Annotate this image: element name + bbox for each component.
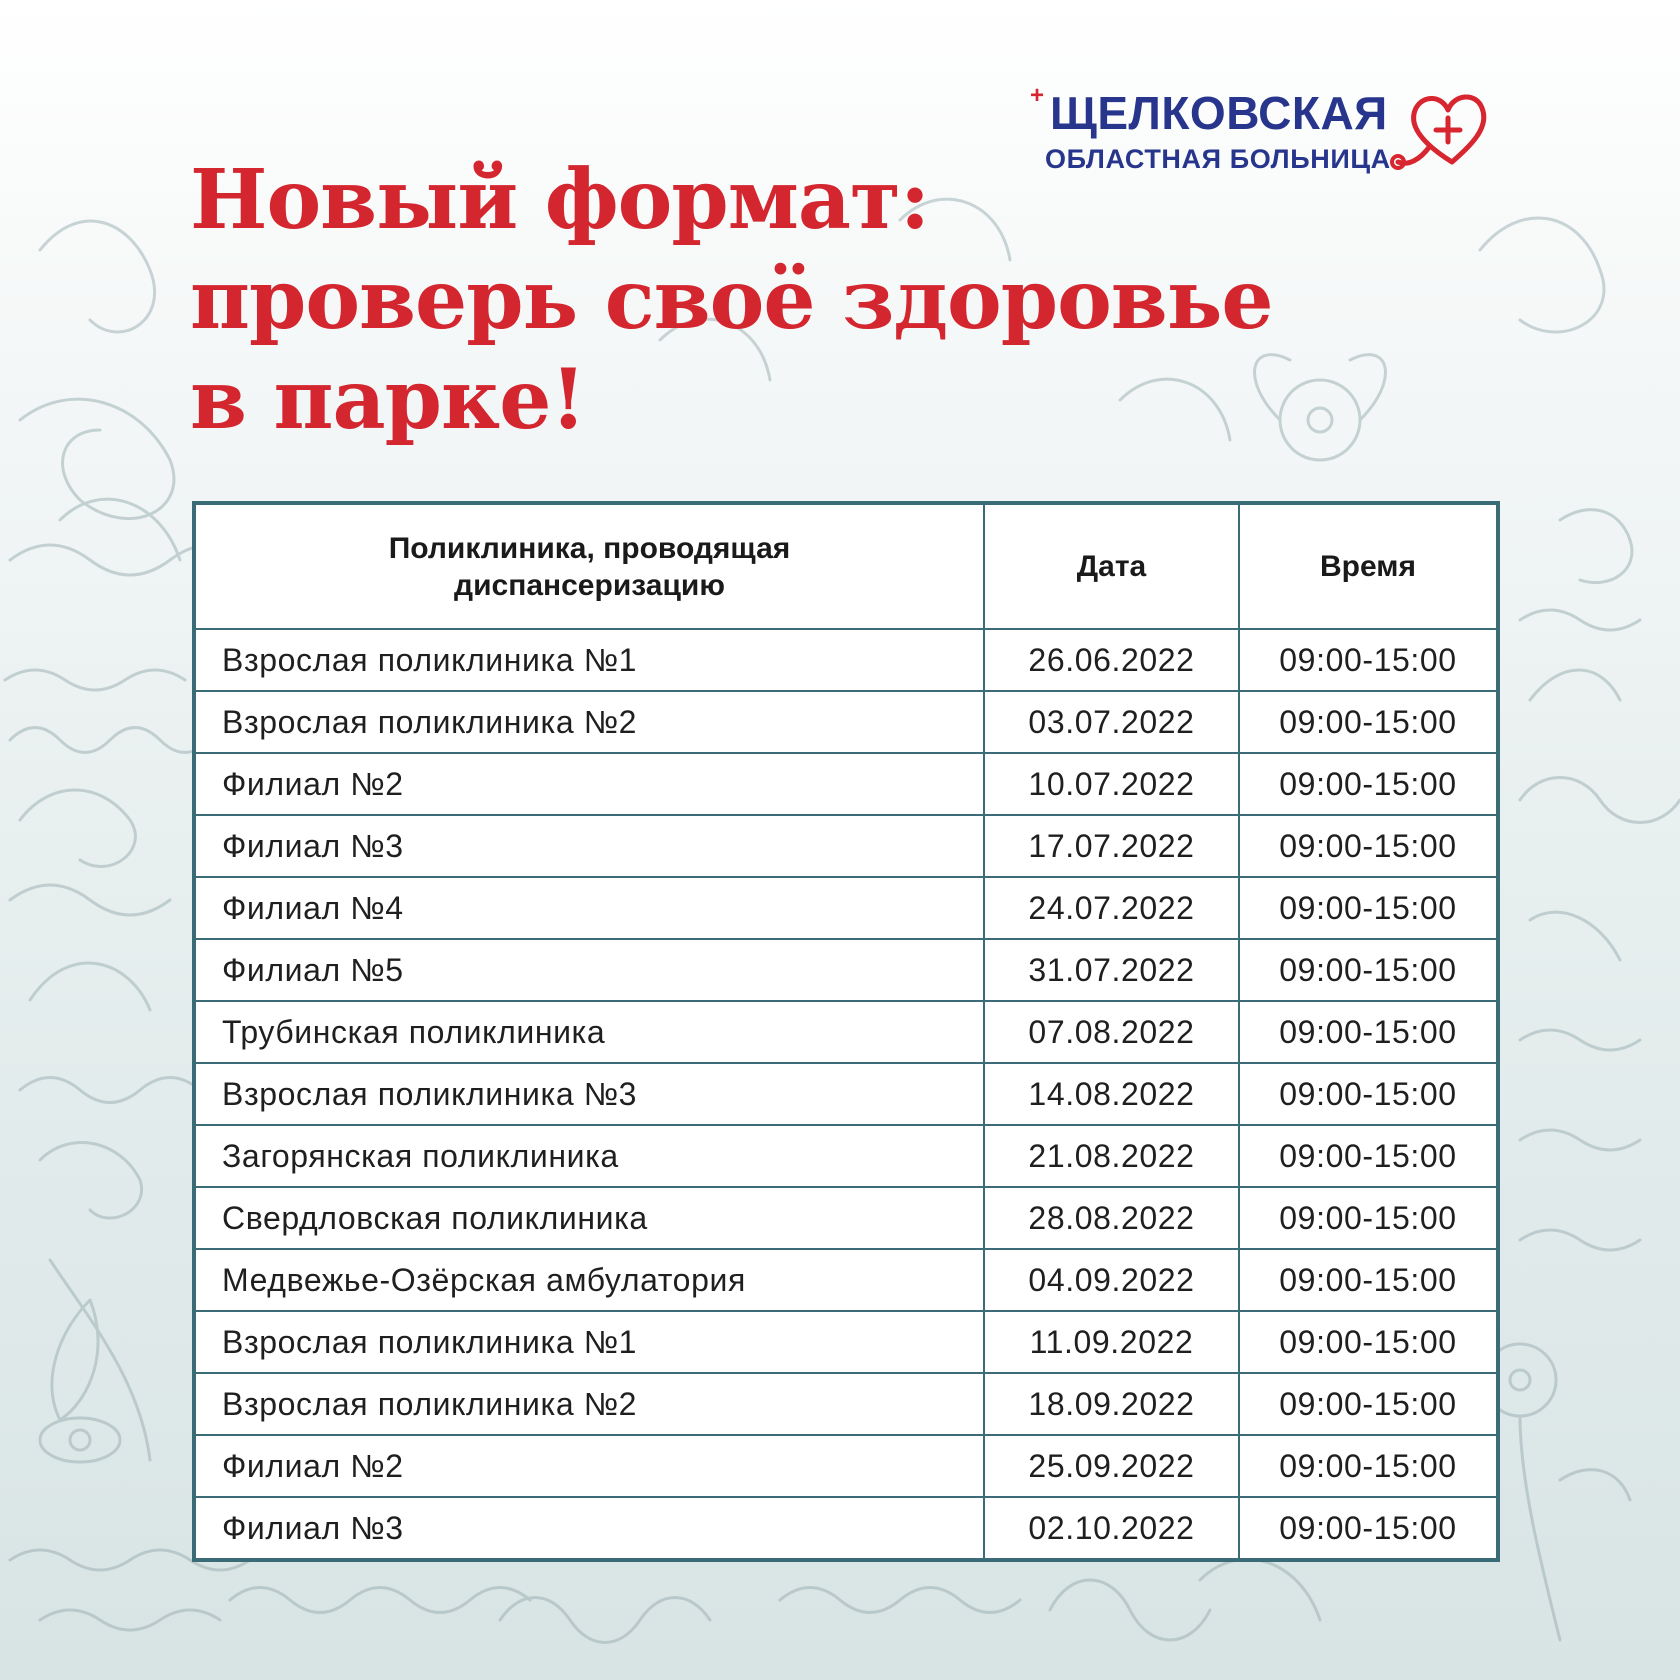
cell-time: 09:00-15:00 bbox=[1239, 1187, 1498, 1249]
cell-clinic: Взрослая поликлиника №2 bbox=[194, 691, 984, 753]
cell-date: 18.09.2022 bbox=[984, 1373, 1239, 1435]
page-title bbox=[190, 150, 1290, 450]
logo-subtitle: ОБЛАСТНАЯ БОЛЬНИЦА bbox=[1045, 144, 1391, 174]
cell-time: 09:00-15:00 bbox=[1239, 1001, 1498, 1063]
table-row bbox=[194, 939, 1498, 1001]
cell-clinic: Трубинская поликлиника bbox=[194, 1001, 984, 1063]
cell-time: 09:00-15:00 bbox=[1239, 1311, 1498, 1373]
table-row bbox=[194, 753, 1498, 815]
cell-date: 26.06.2022 bbox=[984, 629, 1239, 691]
cell-date: 14.08.2022 bbox=[984, 1063, 1239, 1125]
table-row bbox=[194, 1435, 1498, 1497]
cell-clinic: Загорянская поликлиника bbox=[194, 1125, 984, 1187]
cell-date: 07.08.2022 bbox=[984, 1001, 1239, 1063]
cell-clinic: Взрослая поликлиника №1 bbox=[194, 629, 984, 691]
cell-time: 09:00-15:00 bbox=[1239, 1125, 1498, 1187]
header-date: Дата bbox=[984, 503, 1239, 629]
cell-clinic: Взрослая поликлиника №1 bbox=[194, 1311, 984, 1373]
cell-date: 10.07.2022 bbox=[984, 753, 1239, 815]
schedule-table bbox=[192, 501, 1500, 1562]
cell-date: 02.10.2022 bbox=[984, 1497, 1239, 1560]
cell-time: 09:00-15:00 bbox=[1239, 1373, 1498, 1435]
cell-clinic: Взрослая поликлиника №3 bbox=[194, 1063, 984, 1125]
title-line-2: проверь своё здоровье bbox=[190, 252, 1273, 348]
header-time: Время bbox=[1239, 503, 1498, 629]
cell-clinic: Филиал №2 bbox=[194, 1435, 984, 1497]
logo-name: ЩЕЛКОВСКАЯ bbox=[1050, 87, 1388, 139]
cell-time: 09:00-15:00 bbox=[1239, 1497, 1498, 1560]
cell-time: 09:00-15:00 bbox=[1239, 815, 1498, 877]
cell-clinic: Филиал №4 bbox=[194, 877, 984, 939]
table-row bbox=[194, 1063, 1498, 1125]
table-header-row bbox=[194, 503, 1498, 629]
cell-date: 11.09.2022 bbox=[984, 1311, 1239, 1373]
cell-clinic: Филиал №2 bbox=[194, 753, 984, 815]
table-row bbox=[194, 1249, 1498, 1311]
table-row bbox=[194, 1187, 1498, 1249]
cell-time: 09:00-15:00 bbox=[1239, 877, 1498, 939]
cell-time: 09:00-15:00 bbox=[1239, 939, 1498, 1001]
cell-date: 17.07.2022 bbox=[984, 815, 1239, 877]
heart-stethoscope-icon bbox=[1390, 84, 1500, 180]
cell-clinic: Взрослая поликлиника №2 bbox=[194, 1373, 984, 1435]
cell-time: 09:00-15:00 bbox=[1239, 1249, 1498, 1311]
cell-time: 09:00-15:00 bbox=[1239, 753, 1498, 815]
table-row bbox=[194, 1373, 1498, 1435]
title-line-1: Новый формат: bbox=[190, 152, 930, 248]
table-row bbox=[194, 691, 1498, 753]
cell-date: 21.08.2022 bbox=[984, 1125, 1239, 1187]
cell-clinic: Филиал №3 bbox=[194, 1497, 984, 1560]
title-line-3: в парке! bbox=[190, 352, 586, 448]
logo-cross-icon: + bbox=[1030, 82, 1045, 109]
cell-date: 28.08.2022 bbox=[984, 1187, 1239, 1249]
table-row bbox=[194, 1125, 1498, 1187]
cell-date: 04.09.2022 bbox=[984, 1249, 1239, 1311]
cell-time: 09:00-15:00 bbox=[1239, 1063, 1498, 1125]
cell-date: 24.07.2022 bbox=[984, 877, 1239, 939]
table-row bbox=[194, 629, 1498, 691]
cell-date: 31.07.2022 bbox=[984, 939, 1239, 1001]
cell-time: 09:00-15:00 bbox=[1239, 691, 1498, 753]
cell-clinic: Медвежье-Озёрская амбулатория bbox=[194, 1249, 984, 1311]
cell-clinic: Свердловская поликлиника bbox=[194, 1187, 984, 1249]
cell-clinic: Филиал №5 bbox=[194, 939, 984, 1001]
table-row bbox=[194, 1001, 1498, 1063]
cell-clinic: Филиал №3 bbox=[194, 815, 984, 877]
cell-date: 25.09.2022 bbox=[984, 1435, 1239, 1497]
cell-time: 09:00-15:00 bbox=[1239, 1435, 1498, 1497]
table-row bbox=[194, 1497, 1498, 1560]
table-row bbox=[194, 815, 1498, 877]
table-row bbox=[194, 877, 1498, 939]
header-clinic: Поликлиника, проводящая диспансеризацию bbox=[194, 503, 984, 629]
cell-date: 03.07.2022 bbox=[984, 691, 1239, 753]
cell-time: 09:00-15:00 bbox=[1239, 629, 1498, 691]
table-row bbox=[194, 1311, 1498, 1373]
